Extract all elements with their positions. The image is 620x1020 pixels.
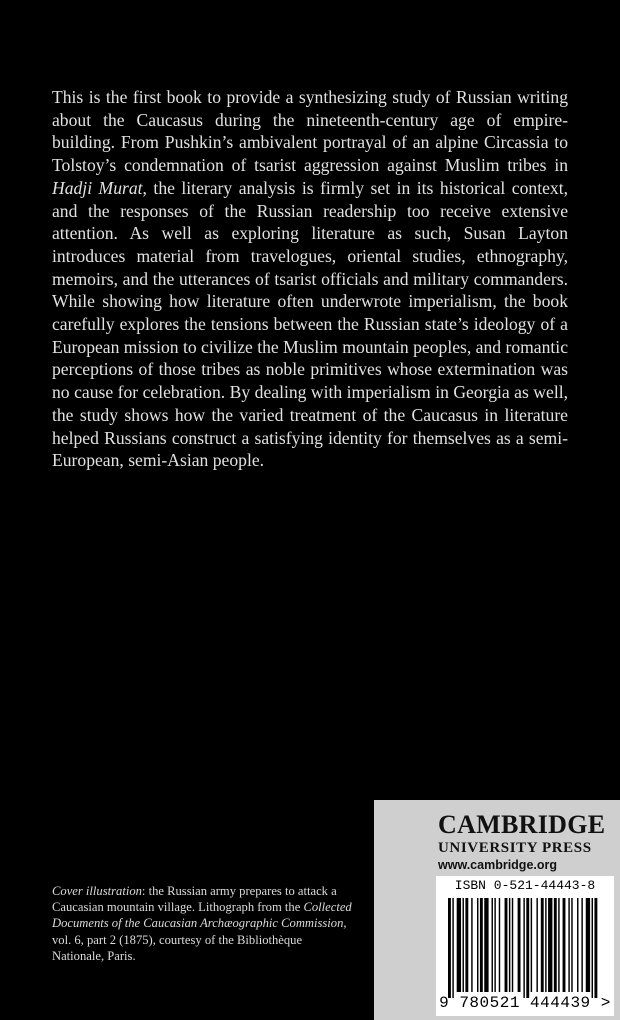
barcode-bar	[463, 898, 464, 992]
caption-source-title: Collected Documents of the Caucasian Archæographic Commission	[52, 900, 352, 931]
isbn-label: ISBN 0-521-44443-8	[454, 878, 596, 893]
blurb-text-end: , the literary analysis is firmly set in its historical context, and the responses of the Russian readership too receive extensive attention. As well as exploring literature as such, Susan Layton introduces material from travelogues, oriental studies, ethnography, memoirs, and the utterances of tsarist officials and military commanders. While showing how literature often underwrote imperialism, the book carefully explores the tensions between the Russian state’s ideology of a European mission to civilize the Muslim mountain peoples, and romantic perceptions of those tribes as noble primitives whose extermination was no cause for celebration. By dealing with imperialism in Georgia as well, the study shows how the varied treatment of the Caucasus in literature helped Russians construct a satisfying identity for themselves as a semi-European, semi-Asian people.	[52, 177, 568, 471]
barcode-bar	[512, 898, 513, 992]
barcode-bar	[581, 898, 582, 992]
barcode-bar	[480, 898, 483, 992]
barcode-bar	[457, 898, 461, 992]
barcode-bar	[484, 898, 488, 992]
barcode-bar	[541, 898, 544, 992]
caption-text-2: , vol. 6, part 2 (1875), courtesy of the Bibliothèque Nationale, Paris.	[52, 916, 347, 963]
barcode-bar	[509, 898, 510, 992]
caption-label: Cover illustration	[52, 884, 142, 898]
barcode-bar	[536, 898, 537, 992]
cover-illustration-caption	[52, 883, 352, 964]
ean-number: 9 780521 444439 >	[439, 994, 611, 1012]
publisher-name: CAMBRIDGE	[438, 810, 606, 839]
publisher-url: www.cambridge.org	[438, 858, 558, 872]
barcode-bar	[554, 898, 557, 992]
barcode-bar	[586, 898, 590, 992]
barcode-bar	[505, 898, 508, 992]
barcode-bar	[531, 898, 532, 992]
barcode-bar	[571, 898, 572, 992]
barcode-bar	[477, 898, 478, 992]
barcode-bar	[499, 898, 500, 992]
back-cover-blurb	[52, 86, 568, 472]
publisher-panel	[374, 800, 620, 1020]
barcode-bar	[452, 898, 453, 998]
isbn-barcode	[436, 876, 614, 1016]
barcode-bar	[518, 898, 521, 992]
barcode-bar	[545, 898, 546, 992]
blurb-text-start: This is the first book to provide a synthesizing study of Russian writing about the Caucasus during the nineteenth-century age of empire-building. From Pushkin’s ambivalent portrayal of an alpine Circassia to Tolstoy’s condemnation of tsarist aggression against Muslim tribes in	[52, 87, 568, 176]
barcode-bar	[577, 898, 578, 992]
barcode-bar	[594, 898, 597, 998]
barcode-bar	[465, 898, 468, 992]
barcode-bar	[471, 898, 472, 992]
publisher-subname: UNIVERSITY PRESS	[438, 840, 592, 856]
barcode-bar	[558, 898, 559, 992]
barcode-bar	[592, 898, 593, 998]
barcode-bar	[568, 898, 569, 992]
caption-text-1: : the Russian army prepares to attack a Caucasian mountain village. Lithograph from the	[52, 884, 337, 915]
barcode-bar	[523, 898, 524, 998]
blurb-book-title: Hadji Murat	[52, 177, 143, 198]
barcode-bar	[448, 898, 451, 998]
barcode-bar	[492, 898, 493, 992]
barcode-bar	[563, 898, 566, 992]
barcode-bar	[494, 898, 495, 992]
barcode-bar	[526, 898, 529, 998]
barcode-bar	[548, 898, 552, 992]
